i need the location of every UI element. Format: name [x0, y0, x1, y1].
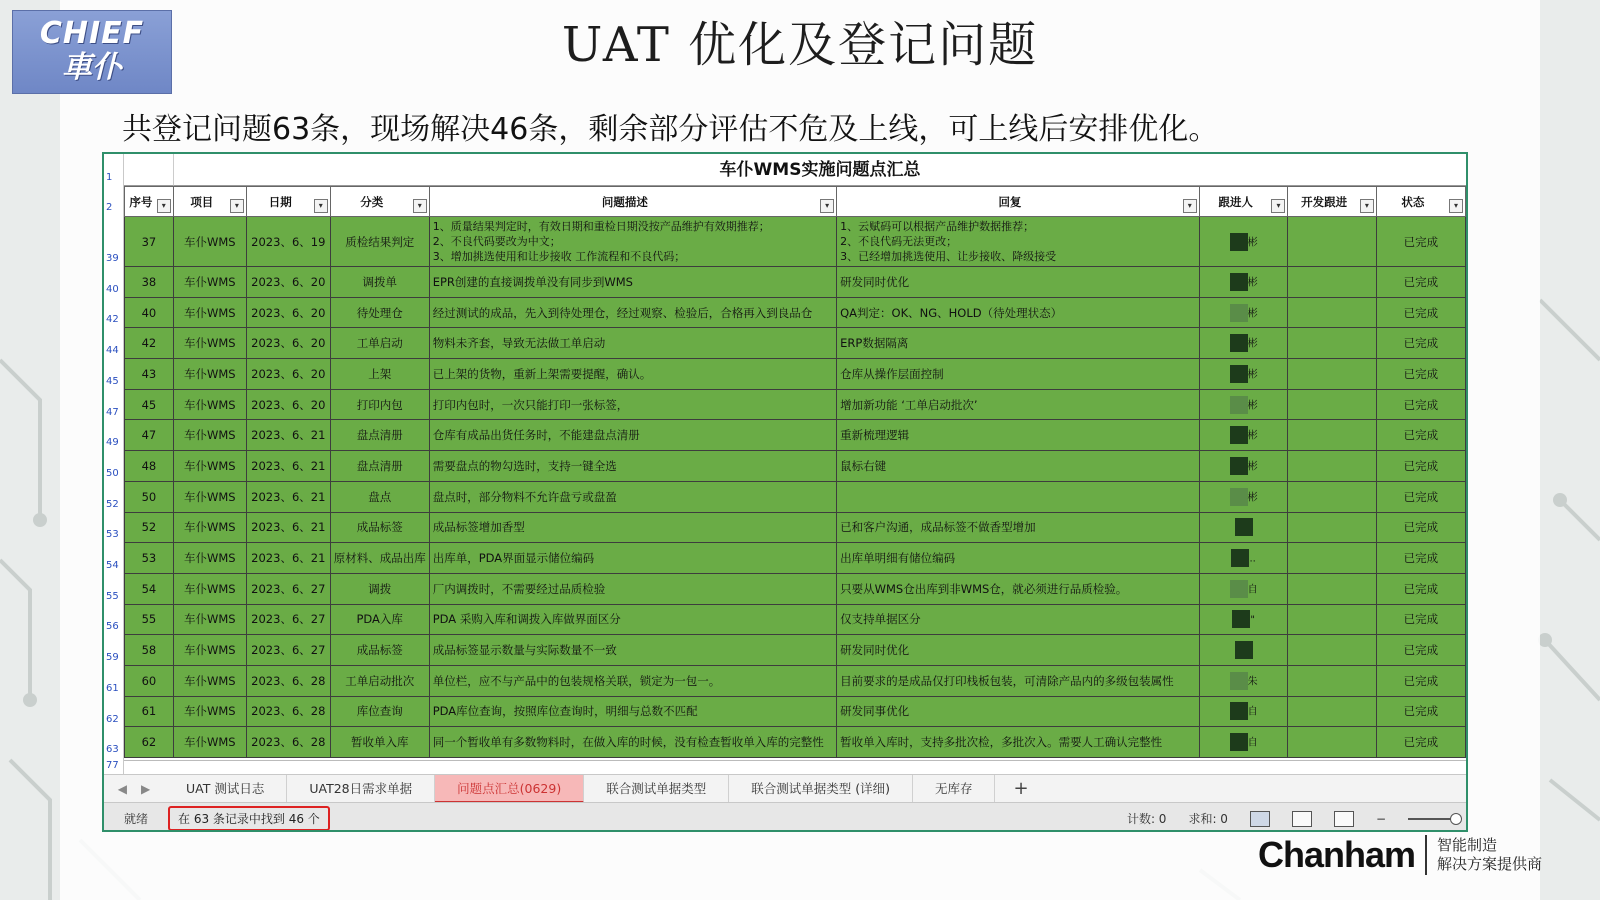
cell-follower[interactable] — [1199, 696, 1288, 727]
cell-reply[interactable]: 出库单明细有储位编码 — [837, 543, 1200, 574]
cell-category[interactable]: 调拨单 — [330, 267, 429, 298]
follower-name: 朱 — [1247, 676, 1258, 688]
follower-name: 彬 — [1247, 430, 1258, 442]
table-row — [125, 267, 1466, 298]
cell-dev[interactable] — [1288, 635, 1376, 666]
redaction-block — [1230, 457, 1248, 475]
table-row — [125, 297, 1466, 328]
cell-reply[interactable]: ERP数据隔离 — [837, 328, 1200, 359]
follower-name: 彬 — [1247, 400, 1258, 412]
tab-nav — [104, 782, 164, 796]
filter-dropdown-icon[interactable]: ▾ — [1271, 199, 1285, 213]
row-number[interactable]: 40 — [106, 283, 119, 295]
cell-category[interactable]: 质检结果判定 — [330, 217, 429, 267]
column-header[interactable]: 开发跟进 ▾ — [1288, 187, 1376, 217]
redaction-block — [1230, 488, 1248, 506]
cell-dev[interactable] — [1288, 573, 1376, 604]
cell-follower[interactable] — [1199, 727, 1288, 758]
cell-status[interactable]: 已完成 — [1376, 217, 1465, 267]
cell-no[interactable]: 45 — [125, 389, 174, 420]
cell-reply[interactable]: 研发同事优化 — [837, 696, 1200, 727]
cell-follower[interactable] — [1199, 451, 1288, 482]
row-number[interactable]: 2 — [106, 202, 113, 213]
cell-reply[interactable]: 只要从WMS仓出库到非WMS仓，就必须进行品质检验。 — [837, 573, 1200, 604]
follower-name: 自 — [1247, 706, 1258, 718]
cell-category[interactable]: 打印内包 — [330, 389, 429, 420]
page-layout-view-icon[interactable] — [1292, 811, 1312, 827]
cell-no[interactable]: 47 — [125, 420, 174, 451]
table-row — [125, 727, 1466, 758]
cell-category[interactable]: 暂收单入库 — [330, 727, 429, 758]
cell-follower[interactable] — [1199, 297, 1288, 328]
cell-no[interactable]: 48 — [125, 451, 174, 482]
cell-dev[interactable] — [1288, 604, 1376, 635]
status-ready: 就绪 — [124, 812, 149, 826]
cell-status[interactable]: 已完成 — [1376, 451, 1465, 482]
follower-name: 自 — [1247, 584, 1258, 596]
slide-subtitle: 共登记问题63条，现场解决46条，剩余部分评估不危及上线，可上线后安排优化。 — [122, 112, 1219, 147]
cell-dev[interactable] — [1288, 543, 1376, 574]
sheet-title[interactable]: 车仆WMS实施问题点汇总 — [174, 154, 1466, 186]
table-row — [125, 665, 1466, 696]
cell-dev[interactable] — [1288, 420, 1376, 451]
cell-project[interactable]: 车仆WMS — [173, 420, 246, 451]
cell-date[interactable]: 2023、6、21 — [246, 543, 330, 574]
redaction-block — [1231, 549, 1249, 567]
table-row — [125, 512, 1466, 543]
redaction-block — [1235, 518, 1253, 536]
cell-category[interactable]: 成品标签 — [330, 512, 429, 543]
brand-divider — [1425, 835, 1427, 875]
row-number[interactable]: 56 — [106, 621, 119, 633]
filter-dropdown-icon[interactable]: ▾ — [820, 199, 834, 213]
normal-view-icon[interactable] — [1250, 811, 1270, 827]
sheet-tab[interactable]: 联合测试单据类型 — [584, 775, 729, 803]
cell-status[interactable]: 已完成 — [1376, 389, 1465, 420]
cell-follower[interactable] — [1199, 217, 1288, 267]
cell-category[interactable]: 工单启动批次 — [330, 665, 429, 696]
cell-no[interactable]: 52 — [125, 512, 174, 543]
cell-date[interactable]: 2023、6、21 — [246, 451, 330, 482]
cell-dev[interactable] — [1288, 267, 1376, 298]
logo-cn-text: 車仆 — [62, 50, 122, 85]
cell-desc[interactable]: PDA库位查询，按照库位查询时，明细与总数不匹配 — [429, 696, 836, 727]
cell-project[interactable]: 车仆WMS — [173, 389, 246, 420]
cell-project[interactable]: 车仆WMS — [173, 451, 246, 482]
row-number[interactable]: 1 — [106, 172, 113, 183]
brand-tagline-2: 解决方案提供商 — [1437, 855, 1543, 873]
cell-status[interactable]: 已完成 — [1376, 512, 1465, 543]
row-header-column — [104, 154, 124, 774]
cell-dev[interactable] — [1288, 389, 1376, 420]
table-row — [125, 359, 1466, 390]
brand-name: Chanham — [1258, 834, 1416, 875]
column-header[interactable]: 项目 ▾ — [173, 187, 246, 217]
cell-follower[interactable] — [1199, 635, 1288, 666]
cell-status[interactable]: 已完成 — [1376, 696, 1465, 727]
redaction-block — [1230, 733, 1248, 751]
cell-reply[interactable]: 重新梳理逻辑 — [837, 420, 1200, 451]
redaction-block — [1230, 672, 1248, 690]
cell-follower[interactable] — [1199, 359, 1288, 390]
column-header[interactable]: 回复 ▾ — [837, 187, 1200, 217]
cell-project[interactable]: 车仆WMS — [173, 512, 246, 543]
filter-dropdown-icon[interactable]: ▾ — [1449, 199, 1463, 213]
cell-desc[interactable]: 成品标签显示数量与实际数量不一致 — [429, 635, 836, 666]
redaction-block — [1230, 304, 1248, 322]
cell-category[interactable]: 上架 — [330, 359, 429, 390]
zoom-out-icon[interactable]: − — [1375, 811, 1386, 826]
column-header[interactable]: 日期 ▾ — [246, 187, 330, 217]
cell-desc[interactable]: 成品标签增加香型 — [429, 512, 836, 543]
cell-no[interactable]: 62 — [125, 727, 174, 758]
sheet-tabs — [164, 775, 995, 803]
title-left-cell — [124, 154, 174, 186]
cell-status[interactable]: 已完成 — [1376, 665, 1465, 696]
cell-project[interactable]: 车仆WMS — [173, 359, 246, 390]
cell-category[interactable]: 盘点清册 — [330, 451, 429, 482]
spreadsheet-window — [102, 152, 1468, 832]
cell-reply[interactable]: 鼠标右键 — [837, 451, 1200, 482]
cell-follower[interactable] — [1199, 604, 1288, 635]
cell-no[interactable]: 50 — [125, 481, 174, 512]
cell-date[interactable]: 2023、6、19 — [246, 217, 330, 267]
cell-dev[interactable] — [1288, 359, 1376, 390]
cell-no[interactable]: 58 — [125, 635, 174, 666]
filter-dropdown-icon[interactable]: ▾ — [1360, 199, 1374, 213]
cell-date[interactable]: 2023、6、28 — [246, 665, 330, 696]
cell-status[interactable]: 已完成 — [1376, 267, 1465, 298]
sheet-tab[interactable]: UAT 测试日志 — [164, 775, 287, 803]
cell-follower[interactable] — [1199, 389, 1288, 420]
brand-tagline — [1437, 836, 1542, 874]
cell-project[interactable]: 车仆WMS — [173, 267, 246, 298]
row-number[interactable]: 61 — [106, 682, 119, 694]
cell-follower[interactable] — [1199, 573, 1288, 604]
cell-project[interactable]: 车仆WMS — [173, 696, 246, 727]
follower-name: 彬 — [1247, 237, 1258, 248]
cell-no[interactable]: 54 — [125, 573, 174, 604]
cell-dev[interactable] — [1288, 451, 1376, 482]
cell-date[interactable]: 2023、6、28 — [246, 696, 330, 727]
brand-tagline-1: 智能制造 — [1437, 836, 1498, 854]
cell-follower[interactable] — [1199, 512, 1288, 543]
cell-project[interactable]: 车仆WMS — [173, 543, 246, 574]
column-header[interactable]: 问题描述 ▾ — [429, 187, 836, 217]
cell-desc[interactable]: EPR创建的直接调拨单没有同步到WMS — [429, 267, 836, 298]
filter-dropdown-icon[interactable]: ▾ — [157, 199, 171, 213]
redaction-block — [1232, 610, 1250, 628]
table-body — [125, 217, 1466, 758]
filter-dropdown-icon[interactable]: ▾ — [413, 199, 427, 213]
cell-reply[interactable]: 已和客户沟通，成品标签不做香型增加 — [837, 512, 1200, 543]
filter-dropdown-icon[interactable]: ▾ — [1183, 199, 1197, 213]
cell-no[interactable]: 43 — [125, 359, 174, 390]
cell-reply[interactable]: 仅支持单据区分 — [837, 604, 1200, 635]
row-number[interactable]: 49 — [106, 437, 119, 449]
row-number[interactable]: 39 — [106, 253, 119, 264]
cell-no[interactable]: 37 — [125, 217, 174, 267]
prev-sheet-icon[interactable]: ◀ — [117, 781, 127, 796]
row-number[interactable]: 47 — [106, 406, 119, 418]
redaction-block — [1230, 273, 1248, 291]
cell-project[interactable]: 车仆WMS — [173, 297, 246, 328]
follower-name: 彬 — [1247, 369, 1258, 381]
table-row — [125, 217, 1466, 267]
cell-follower[interactable] — [1199, 665, 1288, 696]
cell-reply[interactable]: 研发同时优化 — [837, 635, 1200, 666]
cell-status[interactable]: 已完成 — [1376, 420, 1465, 451]
cell-date[interactable]: 2023、6、20 — [246, 359, 330, 390]
cell-reply[interactable] — [837, 481, 1200, 512]
cell-date[interactable]: 2023、6、21 — [246, 420, 330, 451]
sheet-tab[interactable]: 问题点汇总(0629) — [435, 775, 584, 803]
cell-desc[interactable]: 仓库有成品出货任务时，不能建盘点清册 — [429, 420, 836, 451]
cell-category[interactable]: 盘点清册 — [330, 420, 429, 451]
cell-status[interactable]: 已完成 — [1376, 573, 1465, 604]
follower-name: 彬 — [1247, 338, 1258, 350]
cell-status[interactable]: 已完成 — [1376, 635, 1465, 666]
redaction-block — [1235, 641, 1253, 659]
cell-no[interactable]: 61 — [125, 696, 174, 727]
cell-desc[interactable]: 经过测试的成品，先入到待处理仓，经过观察、检验后，合格再入到良品仓 — [429, 297, 836, 328]
logo-en-text: CHIEF — [39, 16, 145, 51]
column-header[interactable]: 状态 ▾ — [1376, 187, 1465, 217]
cell-date[interactable]: 2023、6、27 — [246, 573, 330, 604]
cell-desc[interactable]: 已上架的货物，重新上架需要提醒，确认。 — [429, 359, 836, 390]
cell-reply[interactable]: 1、云赋码可以根据产品维护数据推荐； 2、不良代码无法更改； 3、已经增加挑选使用、让步接收、降级接受 — [837, 217, 1200, 267]
follower-name: 彬 — [1247, 492, 1258, 504]
cell-category[interactable]: 库位查询 — [330, 696, 429, 727]
cell-desc[interactable]: 物料未齐套，导致无法做工单启动 — [429, 328, 836, 359]
redaction-block — [1230, 702, 1248, 720]
cell-follower[interactable] — [1199, 481, 1288, 512]
row-number[interactable]: 62 — [106, 713, 119, 725]
row-number[interactable]: 53 — [106, 529, 119, 541]
cell-date[interactable]: 2023、6、27 — [246, 604, 330, 635]
cell-dev[interactable] — [1288, 696, 1376, 727]
cell-status[interactable]: 已完成 — [1376, 543, 1465, 574]
filter-dropdown-icon[interactable]: ▾ — [230, 199, 244, 213]
status-bar — [104, 802, 1466, 832]
cell-dev[interactable] — [1288, 481, 1376, 512]
cell-reply[interactable]: 仓库从操作层面控制 — [837, 359, 1200, 390]
page-break-view-icon[interactable] — [1334, 811, 1354, 827]
cell-project[interactable]: 车仆WMS — [173, 604, 246, 635]
column-header[interactable]: 序号 ▾ — [125, 187, 174, 217]
cell-project[interactable]: 车仆WMS — [173, 328, 246, 359]
cell-no[interactable]: 55 — [125, 604, 174, 635]
cell-dev[interactable] — [1288, 328, 1376, 359]
row-number[interactable]: 42 — [106, 314, 119, 326]
cell-status[interactable]: 已完成 — [1376, 604, 1465, 635]
cell-date[interactable]: 2023、6、20 — [246, 328, 330, 359]
row-number[interactable]: 59 — [106, 652, 119, 664]
row-number[interactable]: 50 — [106, 467, 119, 479]
cell-date[interactable]: 2023、6、27 — [246, 635, 330, 666]
column-header[interactable]: 跟进人 ▾ — [1199, 187, 1288, 217]
cell-project[interactable]: 车仆WMS — [173, 573, 246, 604]
cell-no[interactable]: 38 — [125, 267, 174, 298]
table-row — [125, 420, 1466, 451]
cell-project[interactable]: 车仆WMS — [173, 727, 246, 758]
row-number[interactable]: 54 — [106, 560, 119, 571]
cell-project[interactable]: 车仆WMS — [173, 217, 246, 267]
redaction-block — [1230, 233, 1248, 251]
table-row — [125, 543, 1466, 574]
row-number[interactable]: 63 — [106, 744, 119, 756]
cell-desc[interactable]: 需要盘点的物勾选时，支持一键全选 — [429, 451, 836, 482]
table-row — [125, 573, 1466, 604]
cell-project[interactable]: 车仆WMS — [173, 481, 246, 512]
cell-category[interactable]: PDA入库 — [330, 604, 429, 635]
sheet-tab-bar — [104, 774, 1466, 802]
table-row — [125, 696, 1466, 727]
cell-date[interactable]: 2023、6、20 — [246, 389, 330, 420]
cell-no[interactable]: 60 — [125, 665, 174, 696]
follower-name: 彬 — [1247, 461, 1258, 473]
cell-reply[interactable]: 研发同时优化 — [837, 267, 1200, 298]
redaction-block — [1230, 365, 1248, 383]
table-row — [125, 635, 1466, 666]
cell-reply[interactable]: 暂收单入库时，支持多批次检，多批次入。需要人工确认完整性 — [837, 727, 1200, 758]
row-number[interactable]: 45 — [106, 375, 119, 387]
add-sheet-button[interactable]: + — [1013, 778, 1029, 799]
cell-status[interactable]: 已完成 — [1376, 727, 1465, 758]
zoom-slider[interactable] — [1408, 818, 1458, 820]
follower-name: 彬 — [1247, 308, 1258, 320]
table-row — [125, 481, 1466, 512]
cell-project[interactable]: 车仆WMS — [173, 635, 246, 666]
follower-name: " — [1250, 614, 1255, 626]
cell-dev[interactable] — [1288, 217, 1376, 267]
cell-follower[interactable] — [1199, 267, 1288, 298]
column-header[interactable]: 分类 ▾ — [330, 187, 429, 217]
cell-dev[interactable] — [1288, 665, 1376, 696]
chanham-brand — [1258, 834, 1542, 876]
redaction-block — [1230, 396, 1248, 414]
redaction-block — [1230, 334, 1248, 352]
sheet-tab[interactable]: 无库存 — [913, 775, 996, 803]
cell-dev[interactable] — [1288, 297, 1376, 328]
cell-category[interactable]: 待处理仓 — [330, 297, 429, 328]
cell-date[interactable]: 2023、6、20 — [246, 267, 330, 298]
redaction-block — [1230, 426, 1248, 444]
cell-desc[interactable]: 出库单，PDA界面显示储位编码 — [429, 543, 836, 574]
cell-status[interactable]: 已完成 — [1376, 359, 1465, 390]
cell-no[interactable]: 53 — [125, 543, 174, 574]
cell-desc[interactable]: 1、质量结果判定时，有效日期和重检日期没按产品维护有效期推荐； 2、不良代码要改为中文； 3、增加挑选使用和让步接收 工作流程和不良代码； — [429, 217, 836, 267]
cell-reply[interactable]: 增加新功能 ‘工单启动批次’ — [837, 389, 1200, 420]
cell-follower[interactable] — [1199, 328, 1288, 359]
cell-desc[interactable]: 同一个暂收单有多数物料时，在做入库的时候，没有检查暂收单入库的完整性 — [429, 727, 836, 758]
follower-name: 彬 — [1247, 277, 1258, 289]
cell-project[interactable]: 车仆WMS — [173, 665, 246, 696]
cell-date[interactable]: 2023、6、21 — [246, 481, 330, 512]
row-number[interactable]: 77 — [106, 760, 119, 771]
table-row — [125, 389, 1466, 420]
row-number[interactable]: 55 — [106, 590, 119, 602]
cell-status[interactable]: 已完成 — [1376, 481, 1465, 512]
redaction-block — [1230, 580, 1248, 598]
cell-category[interactable]: 成品标签 — [330, 635, 429, 666]
cell-status[interactable]: 已完成 — [1376, 328, 1465, 359]
cell-desc[interactable]: PDA 采购入库和调拨入库做界面区分 — [429, 604, 836, 635]
cell-follower[interactable] — [1199, 420, 1288, 451]
filter-dropdown-icon[interactable]: ▾ — [314, 199, 328, 213]
cell-follower[interactable] — [1199, 543, 1288, 574]
follower-name: .. — [1249, 553, 1256, 565]
cell-date[interactable]: 2023、6、21 — [246, 512, 330, 543]
cell-status[interactable]: 已完成 — [1376, 297, 1465, 328]
cell-dev[interactable] — [1288, 727, 1376, 758]
issue-table — [124, 186, 1466, 758]
row-number[interactable]: 44 — [106, 345, 119, 357]
cell-desc[interactable]: 单位栏，应不与产品中的包装规格关联，锁定为一包一。 — [429, 665, 836, 696]
status-filter-result: 在 63 条记录中找到 46 个 — [168, 806, 330, 831]
cell-category[interactable]: 盘点 — [330, 481, 429, 512]
cell-no[interactable]: 42 — [125, 328, 174, 359]
cell-date[interactable]: 2023、6、20 — [246, 297, 330, 328]
cell-category[interactable]: 调拨 — [330, 573, 429, 604]
table-row — [125, 604, 1466, 635]
cell-date[interactable]: 2023、6、28 — [246, 727, 330, 758]
cell-reply[interactable]: QA判定：OK、NG、HOLD（待处理状态） — [837, 297, 1200, 328]
status-sum: 求和: 0 — [1188, 812, 1228, 826]
row-number[interactable]: 52 — [106, 498, 119, 510]
cell-no[interactable]: 40 — [125, 297, 174, 328]
header-row — [125, 187, 1466, 217]
sheet-tab[interactable]: UAT28日需求单据 — [287, 775, 435, 803]
slide-title: UAT 优化及登记问题 — [561, 17, 1039, 73]
cell-desc[interactable]: 厂内调拨时，不需要经过品质检验 — [429, 573, 836, 604]
status-count: 计数: 0 — [1126, 812, 1167, 826]
sheet-tab[interactable]: 联合测试单据类型 (详细) — [729, 775, 913, 803]
follower-name: 自 — [1247, 737, 1258, 749]
cell-desc[interactable]: 盘点时，部分物料不允许盘亏或盘盈 — [429, 481, 836, 512]
cell-desc[interactable]: 打印内包时，一次只能打印一张标签， — [429, 389, 836, 420]
next-sheet-icon[interactable]: ▶ — [141, 781, 151, 796]
cell-category[interactable]: 工单启动 — [330, 328, 429, 359]
cell-reply[interactable]: 目前要求的是成品仅打印栈板包装，可清除产品内的多级包装属性 — [837, 665, 1200, 696]
cell-dev[interactable] — [1288, 512, 1376, 543]
cell-category[interactable]: 原材料、成品出库 — [330, 543, 429, 574]
table-row — [125, 451, 1466, 482]
table-row — [125, 328, 1466, 359]
